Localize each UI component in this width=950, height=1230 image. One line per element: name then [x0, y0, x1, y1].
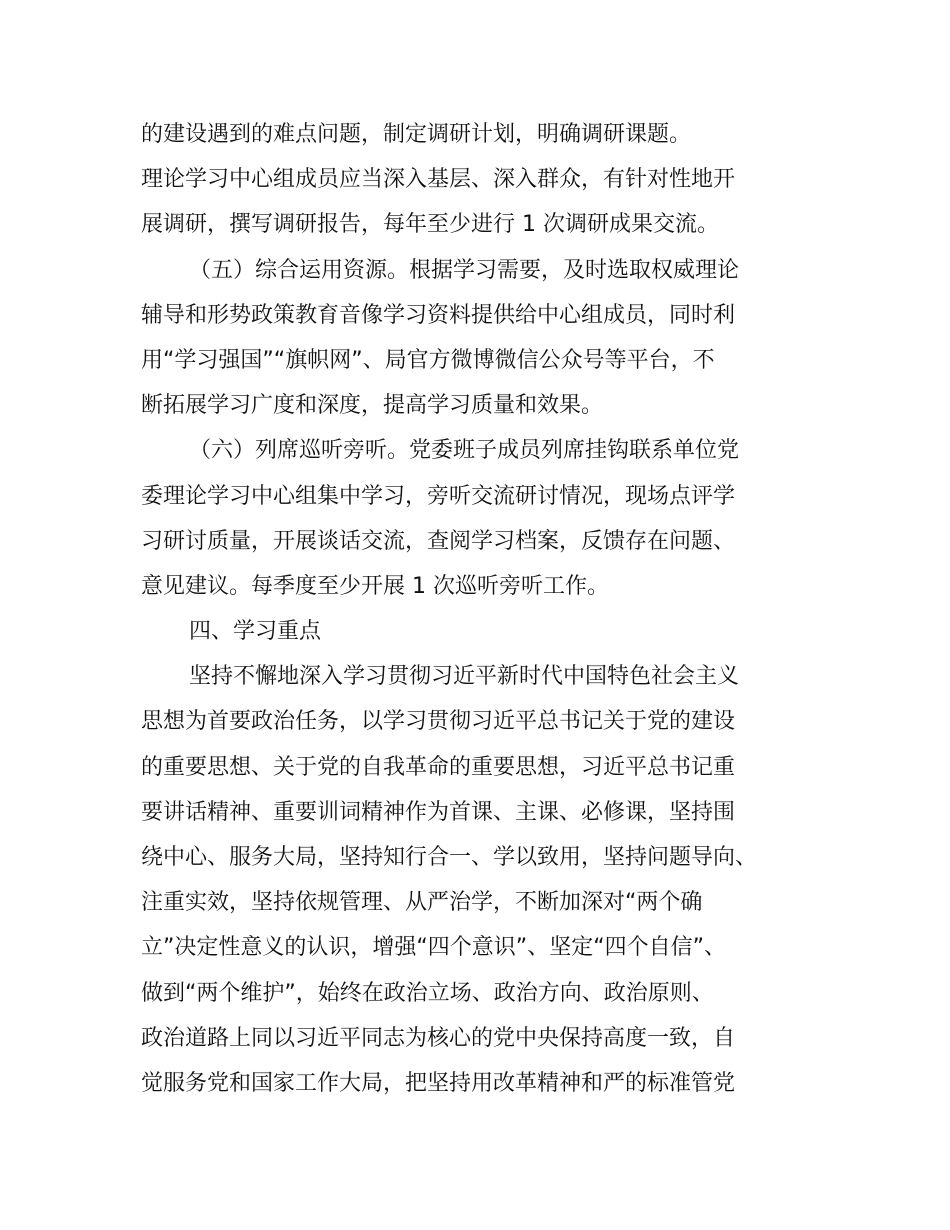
text-line: 要讲话精神、重要训词精神作为首课、主课、必修课，坚持围 — [141, 799, 736, 825]
text-line: 思想为首要政治任务，以学习贯彻习近平总书记关于党的建设 — [141, 709, 736, 735]
section-heading-learning-focus — [141, 609, 831, 654]
text-line: 立”决定性意义的认识，增强“四个意识”、坚定“四个自信”、 — [141, 935, 726, 961]
text-line: 理论学习中心组成员应当深入基层、深入群众，有针对性地开 — [141, 167, 736, 193]
text-line: 习研讨质量，开展谈话交流，查阅学习档案，反馈存在问题、 — [141, 528, 736, 554]
text-line: 注重实效，坚持依规管理、从严治学，不断加深对“两个确 — [141, 890, 703, 916]
text-line: 断拓展学习广度和深度，提高学习质量和效果。 — [141, 393, 604, 419]
text-line: 政治道路上同以习近平同志为核心的党中央保持高度一致，自 — [141, 1025, 736, 1051]
text-line: 的重要思想、关于党的自我革命的重要思想，习近平总书记重 — [141, 754, 736, 780]
text-line: 展调研，撰写调研报告，每年至少进行 1 次调研成果交流。 — [141, 212, 719, 238]
text-line: 的建设遇到的难点问题，制定调研计划，明确调研课题。 — [141, 122, 692, 147]
text-line: 辅导和形势政策教育音像学习资料提供给中心组成员，同时利 — [141, 302, 736, 328]
text-line: 觉服务党和国家工作大局，把坚持用改革精神和严的标准管党 — [141, 1070, 736, 1096]
paragraph-research-continued — [141, 112, 831, 248]
paragraph-resources — [141, 248, 831, 429]
document-body — [141, 112, 831, 1106]
text-line: 坚持不懈地深入学习贯彻习近平新时代中国特色社会主义 — [189, 664, 740, 690]
paragraph-learning-focus — [141, 654, 831, 1106]
text-line: 意见建议。每季度至少开展 1 次巡听旁听工作。 — [141, 573, 609, 599]
section-heading: 四、学习重点 — [189, 619, 322, 645]
text-line: （五）综合运用资源。根据学习需要，及时选取权威理论 — [189, 257, 740, 283]
text-line: （六）列席巡听旁听。党委班子成员列席挂钩联系单位党 — [189, 438, 740, 464]
text-line: 委理论学习中心组集中学习，旁听交流研讨情况，现场点评学 — [141, 483, 736, 509]
text-line: 用“学习强国”“旗帜网”、局官方微博微信公众号等平台，不 — [141, 347, 715, 373]
text-line: 做到“两个维护”，始终在政治立场、政治方向、政治原则、 — [141, 980, 714, 1006]
paragraph-observation — [141, 428, 831, 609]
text-line: 绕中心、服务大局，坚持知行合一、学以致用，坚持问题导向、 — [141, 845, 758, 870]
